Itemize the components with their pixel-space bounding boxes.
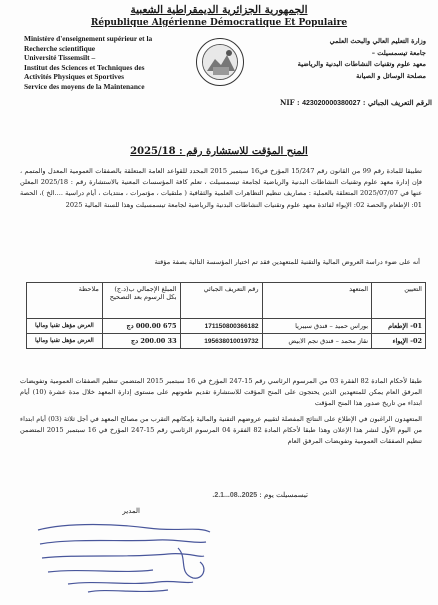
institution-line: Service des moyens de la Maintenance xyxy=(24,81,145,91)
institution-line: مصلحة الوسائل و الصيانة xyxy=(356,71,426,80)
cell-nif: 171150800366182 xyxy=(180,319,262,334)
institution-line: Recherche scientifique xyxy=(24,43,96,53)
cell-lot: 01- الإطعام xyxy=(372,319,426,334)
institution-line: وزارة التعليم العالي والبحث العلمي xyxy=(329,37,426,45)
institution-block-fr xyxy=(24,34,184,92)
table-row xyxy=(27,334,426,349)
header-amount: المبلغ الإجمالي ب(د.ج) بكل الرسوم بعد التصحيح xyxy=(102,283,180,319)
header-supplier: المتعهد xyxy=(262,283,372,319)
institution-line: معهد علوم وتقنيات النشاطات البدنية والرياضية xyxy=(297,60,426,68)
institution-line: Institut des Sciences et Techniques des xyxy=(24,62,145,72)
tax-id-value: 423020000380027 xyxy=(302,100,361,107)
cell-lot: 02- الإيواء xyxy=(372,334,426,349)
cell-observation: العرض مؤهل تقنيا وماليا xyxy=(27,334,103,349)
paragraph-selection: أنه على ضوء دراسة العروض المالية والتقنية للمتعهدين فقد تم اختيار المؤسسة التالية بصفة مؤقتة xyxy=(154,258,420,266)
table-row xyxy=(27,319,426,334)
institution-line: Activités Physiques et Sportives xyxy=(24,72,124,82)
awards-table xyxy=(26,282,426,349)
signature-date xyxy=(128,491,308,499)
document-title: المنح المؤقت للاستشارة رقم : 2025/18 xyxy=(130,146,308,157)
institution-block-ar xyxy=(256,36,426,82)
paragraph-appeal: طبقا لأحكام المادة 82 الفقرة 03 من المرسوم الرئاسي رقم 15-247 المؤرخ في 16 سبتمبر 2015 المتضمن تنظيم الصفقات العمومية وتفويضات المرفق العام يمكن للمتعهدين الذين يحتجون على المنح المؤقت للاستشارة تقديم طعونهم على مستوى إدارة المعهد خلال مدة عشرة (10) أيام ابتداء من تاريخ صدور هذا المنح المؤقت xyxy=(20,377,423,408)
cell-supplier: نقاز محمد – فندق نجم الابيض xyxy=(262,334,372,349)
official-stamp-icon xyxy=(28,518,218,600)
header-title-fr: République Algérienne Démocratique Et Populaire xyxy=(90,18,348,28)
header-title-ar: الجمهورية الجزائرية الديمقراطية الشعبية xyxy=(130,4,308,16)
tax-id xyxy=(200,98,432,107)
header-nif: رقم التعريف الجبائي xyxy=(180,283,262,319)
director-label: المدير xyxy=(122,507,140,515)
signature-date-value: 2025..08...2.1. xyxy=(212,492,258,499)
institution-line: Ministère d'enseignement supérieur et la xyxy=(24,34,153,43)
cell-nif: 195638010019732 xyxy=(180,334,262,349)
cell-amount: 675 000.00 دج xyxy=(102,319,180,334)
paragraph-consultation: المتعهدون الراغبون في الإطلاع على النتائج المفصلة لتقييم عروضهم التقنية والمالية بإمكانهم التقرب من مصالح المعهد في أجل ثلاثة (03) أيام ابتداء من اليوم الأول لنشر هذا الإعلان وهذا طبقا لأحكام المادة 82 الفقرة 04 المرسوم الرئاسي رقم 15-247 المؤرخ في 16 سبتمبر 2015 المتضمن تنظيم الصفقات العمومية وتفويضات المرفق العام xyxy=(20,415,423,446)
institution-line: Université Tissemsilt – xyxy=(24,53,96,63)
paragraph-intro: تطبيقا للمادة رقم 99 من القانون رقم 15/247 المؤرخ في16 سبتمبر 2015 المحدد للقواعد العامة المتعلقة بالصفقات العمومية المعدل والمتمم ، فإن إدارة معهد علوم وتقنيات النشاطات البدنية والرياضية لجامعة تيسمسيلت ، تعلم كافة المؤسسات المعنية بالاستشارة رقم : 2025/18 المعلن عنها في 2025/07/07 المتعلقة بالعملية : مصاريف تنظيم التظاهرات العلمية والثقافية ( ملتقيات ، مؤتمرات ، منتديات ، أيام دراسية ....الخ )، الحصة 01: الإطعام والحصة 02: الإيواء لفائدة معهد علوم وتقنيات النشاطات البدنية والرياضية لجامعة تيسمسيلت وهذا للسنة المالية 2025 xyxy=(20,167,423,209)
cell-observation: العرض مؤهل تقنيا وماليا xyxy=(27,319,103,334)
header-lot: التعيين xyxy=(372,283,426,319)
table-header-row xyxy=(27,283,426,319)
tax-id-label: الرقم التعريف الجبائي : NIF : xyxy=(279,98,432,107)
signature-place-label: تيسمسيلت يوم : xyxy=(259,491,308,499)
header-observation: ملاحظة xyxy=(27,283,103,319)
cell-supplier: بوراس حميد – فندق سيبريا xyxy=(262,319,372,334)
university-logo-icon xyxy=(196,38,244,86)
institution-line: جامعة تيسمسيلت – xyxy=(371,48,426,57)
cell-amount: 33 200.00 دج xyxy=(102,334,180,349)
